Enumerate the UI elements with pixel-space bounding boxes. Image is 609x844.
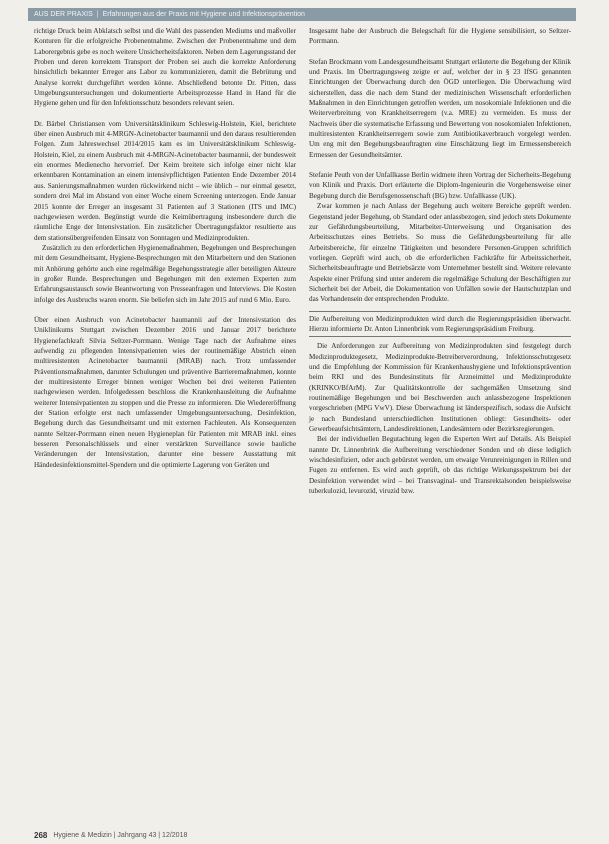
paragraph: Zusätzlich zu den erforderlichen Hygienemaßnahmen, Begehungen und Besprechungen mit dem Gesundheitsamt, Hygiene-Besprechungen mit den Mitarbeitern und den Stationen mit Anhörung gehörte auch eine regelmäßige Begehungsstrategie aller beteiligten Akteure in großer Runde. Besprechungen und Begehungen mit den externen Experten zum Erfahrungsaustausch sowie Beantwortung von Presseanfragen und Interviews. Die Kosten infolge des Ausbruchs waren enorm. Sie beliefen sich im Jahr 2015 auf rund 6 Mio. Euro.: [34, 243, 296, 304]
header-subsection: Erfahrungen aus der Praxis mit Hygiene und Infektionsprävention: [102, 11, 305, 18]
paragraph: richtige Druck beim Abklatsch selbst und die Wahl des passenden Mediums und maßvoller Konturen für die erfolgreiche Probenentnahme. Zwischen der Probenentnahme und dem Laborergebnis gebe es noch weitere Unsicherheitsfaktoren. Neben dem Lagerungsstand der Proben und deren korrektem Transport der Proben sei auch die korrekte Anforderung hinsichtlich bekannter Erreger ans Labor zu kommunizieren, damit die Bebrütung und Analyse korrekt durchgeführt werden könne. Abschließend betonte Dr. Pitten, dass Umgebungsuntersuchungen und dokumentierte Arbeitsprozesse Hand in Hand für die Hygiene gehen und für den Infektionsschutz besonders relevant seien.: [34, 27, 296, 108]
paragraph-seltzer-porrmann: Über einen Ausbruch von Acinetobacter baumannii auf der Intensivstation des Uniklinikums Stuttgart zwischen Dezember 2016 und Januar 2017 berichtete Hygienefachkraft Silvia Seltzer-Porrmann. Wenige Tage nach der Aufnahme eines aufwendig zu pflegenden Intensivpatienten wies der routinemäßige Abstrich einen multiresistenten Acinetobacter baumannii (MRAB) nach. Trotz umfassender Präventionsmaßnahmen, darunter Schulungen und präventive Barrieremaßnahmen, konnte der multiresistente Erreger binnen weniger Wochen bei drei weiteren Patienten nachgewiesen werden. Infolgedessen beschloss die Krankenhausleitung die Aufnahme weiterer Intensivpatienten zu stoppen und die Presse zu informieren. Die Wiedereröffnung der Station erfolgte erst nach umfassender Umgebungsuntersuchung, Desinfektion, Begehung durch das Gesundheitsamt und mit externen Fachleuten. Als Konsequenzen nannte Seltzer-Porrmann einen neuen Hygieneplan für Patienten mit MRAB inkl. eines besseren Personalschlüssels und einer verstärkten Surveillance sowie bauliche Veränderungen der Intensivstation, darunter eine bessere Ausstattung mit Händedesinfektionsmittel-Spendern und die optimierte Lagerung von Geräten und: [34, 315, 296, 469]
right-column: [309, 26, 571, 816]
paragraph-peuth: Stefanie Peuth von der Unfallkasse Berlin widmete ihren Vortrag der Sicherheits-Begehung von Klinik und Praxis. Dort erläuterte die Diplom-Ingenieurin die Vorgehensweise einer Begehung durch die Berufsgenossenschaft (BG) bzw. Unfallkasse (UK).: [309, 171, 571, 200]
journal-citation: Hygiene & Medizin | Jahrgang 43 | 12/2018: [53, 831, 188, 839]
paragraph: Insgesamt habe der Ausbruch die Belegschaft für die Hygiene sensibilisiert, so Seltzer-Porrmann.: [309, 27, 571, 46]
left-column: [34, 26, 296, 816]
paragraph: Bei der individuellen Begutachtung legen die Experten Wert auf Details. Als Beispiel nannte Dr. Linnenbrink die Aufbereitung verschiedener Sonden und ob diese lediglich wischdesinfiziert, oder auch gebürstet werden, um etwaige Verunreinigungen in Rillen und Fugen zu entfernen. Es wird auch geprüft, ob das richtige Wirkungsspektrum bei der Desinfektion verwendet wird – bei Transvaginal- und Transrektalsonden beispielsweise tuberkulozid, levurozid, viruzid bzw.: [309, 435, 571, 496]
paragraph: Die Anforderungen zur Aufbereitung von Medizinprodukten sind festgelegt durch Medizinproduktegesetz, Medizinprodukte-Betreiberverordnung, Infektionsschutzgesetz und die Empfehlung der Kommission für Krankenhaushygiene und Infektionsprävention beim RKI und des Bundesinstituts für Arzneimittel und Medizinprodukte (KRINKO/BfArM). Zur Qualitätskontrolle der sachgemäßen Umsetzung sind routinemäßige Begehungen und bei Beschwerden auch anlassbezogene Inspektionen vorgeschrieben (MPG VwV). Diese Überwachung ist länderspezifisch, sodass die Aufsicht je nach Bundesland unterschiedlichen Institutionen obliegt: Gesundheits- oder Gewerbeaufsichtsämtern, Landesdirektionen, Landesämtern oder Bezirksregierungen.: [309, 342, 571, 434]
running-header: [28, 8, 576, 21]
paragraph-linnenbrink: Die Aufbereitung von Medizinprodukten wird durch die Regierungspräsidien überwacht. Hierzu informierte Dr. Anton Linnenbrink vom Regierungspräsidium Freiburg.: [309, 311, 571, 338]
article-body: [34, 26, 571, 816]
paragraph-christiansen: Dr. Bärbel Christiansen vom Universitätsklinikum Schleswig-Holstein, Kiel, berichtete über einen Ausbruch mit 4-MRGN-Acinetobacter baumannii und den daraus resultierenden Folgen. Zum Jahreswechsel 2014/2015 kam es im Universitätsklinikum Schleswig-Holstein, Kiel, zu einem Ausbruch mit 4-MRGN-Acinetobacter baumannii, der bundesweit ein enormes Medienecho hervorrief. Der Keim breitete sich infolge einer nicht klar erkennbaren Kontamination an einem intensivpflichtigen Patienten Ende Dezember 2014 aus. Sanierungsmaßnahmen wurden rückwirkend nicht – wie üblich – nur einmal gesetzt, sondern drei Mal im Abstand von einer Woche einem Screening unterzogen. Ende Januar 2015 konnte der Erreger an insgesamt 31 Patienten auf 3 Stationen (ITS und IMC) nachgewiesen werden. Begünstigt wurde die Keimübertragung insbesondere durch die räumliche Enge der Intensivstation. Ein zusätzlicher Übertragungsfaktor resultierte aus dem stationsübergreifenden Einsatz von Sonntagen und Medizinprodukten.: [34, 119, 296, 242]
paragraph-brockmann: Stefan Brockmann vom Landesgesundheitsamt Stuttgart erläuterte die Begehung der Klinik und Praxis. Im Übertragungsweg zeigte er auf, welcher der in § 23 IfSG genannten Einrichtungen der Überwachung durch den ÖGD unterliegen. Die Überwachung wird sicherstellen, dass die nach dem Stand der medizinischen Wissenschaft erforderlichen Maßnahmen in den Einrichtungen getroffen werden, um nosokomiale Infektionen und die Weiterverbreitung von Krankheitserregern (v.a. MRE) zu vermeiden. Es muss der Nachweis über die systematische Erfassung und Bewertung von nosokomialen Infektionen, multiresistenten Krankheitserregern sowie zum Antibiotikaverbrauch vorgelegt werden. Um eng mit den Begehungsbeauftragten eine Einschätzung liegt im Ermessensbereich Ermessen der Gesundheitsämter.: [309, 57, 571, 159]
page-number: 268: [34, 830, 48, 840]
paragraph: Zwar kommen je nach Anlass der Begehung auch weitere Bereiche geprüft werden. Gegenstand jeder Begehung, ob Standard oder anlassbezogen, sind jedoch stets Dokumente zur Gefährdungsbeurteilung, Mitarbeiter-Unterweisung und Organisation des Arbeitsschutzes eines Betriebs. So muss die Gefährdungsbeurteilung für alle Arbeitsbereiche, für einzelne Tätigkeiten und besondere Personen-Gruppen schriftlich vorliegen. Geprüft wird auch, ob die erforderlichen Fachkräfte für Arbeitssicherheit, Sicherheitsbeauftragte und Betriebsärzte vom Unternehmer bestellt sind. Weitere relevante Aspekte einer Prüfung sind unter anderem die regelmäßige Schulung der Beschäftigten zur Sicherheit bei der Arbeit, die Dokumentation von Unfällen sowie der Hautschutzplan und das Vorhandensein der entsprechenden Produkte.: [309, 202, 571, 304]
page-footer: [34, 829, 574, 841]
header-section: AUS DER PRAXIS: [34, 11, 93, 18]
header-separator: |: [96, 11, 99, 18]
